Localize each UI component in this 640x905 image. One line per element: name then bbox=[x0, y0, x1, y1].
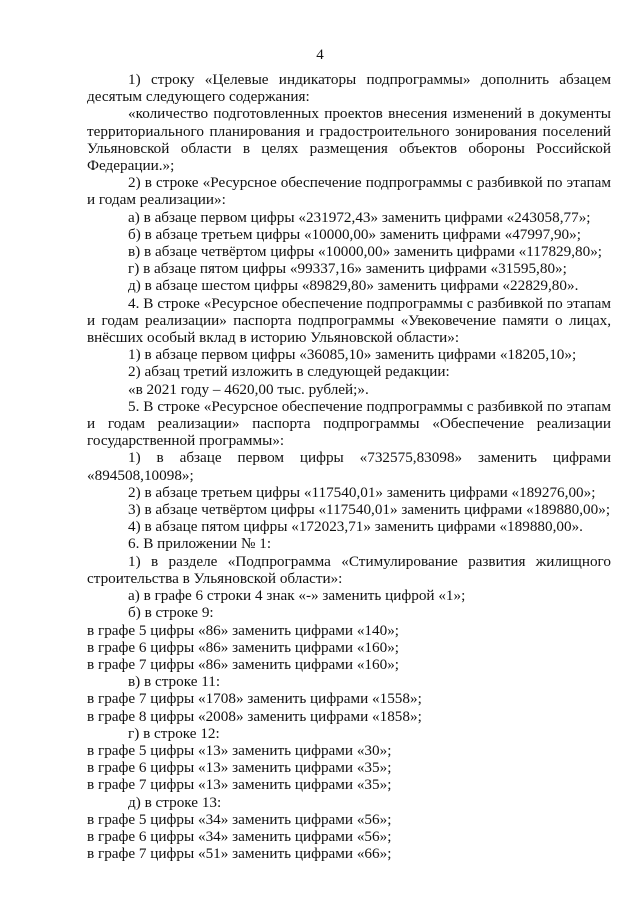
document-paragraph: в графе 8 цифры «2008» заменить цифрами «1858»; bbox=[87, 707, 422, 725]
document-paragraph: 1) строку «Целевые индикаторы подпрограммы» дополнить абзацем десятым следующего содержания: bbox=[87, 71, 611, 106]
document-paragraph: б) в абзаце третьем цифры «10000,00» заменить цифрами «47997,90»; bbox=[128, 225, 581, 243]
document-paragraph: а) в абзаце первом цифры «231972,43» заменить цифрами «243058,77»; bbox=[128, 208, 591, 226]
document-paragraph: в графе 6 цифры «13» заменить цифрами «35»; bbox=[87, 759, 392, 777]
document-paragraph: «количество подготовленных проектов внесения изменений в документы территориального планирования и градостроительного зонирования поселений Ульяновской области в целях размещения объектов обороны Российской Федерации.»; bbox=[87, 105, 611, 175]
document-paragraph: в) в строке 11: bbox=[128, 673, 221, 691]
document-paragraph: 2) в абзаце третьем цифры «117540,01» заменить цифрами «189276,00»; bbox=[128, 483, 596, 501]
document-paragraph: в графе 7 цифры «51» заменить цифрами «66»; bbox=[87, 845, 392, 863]
document-paragraph: 4. В строке «Ресурсное обеспечение подпрограммы с разбивкой по этапам и годам реализации» паспорта подпрограммы «Увековечение памяти о лицах, внёсших особый вклад в историю Ульяновской области»: bbox=[87, 294, 611, 347]
document-paragraph: в графе 7 цифры «13» заменить цифрами «35»; bbox=[87, 776, 392, 794]
document-paragraph: 1) в абзаце первом цифры «732575,83098» заменить цифрами «894508,10098»; bbox=[87, 449, 611, 484]
document-paragraph: в графе 6 цифры «34» заменить цифрами «56»; bbox=[87, 827, 392, 845]
document-paragraph: 2) абзац третий изложить в следующей редакции: bbox=[128, 363, 450, 381]
document-paragraph: 1) в разделе «Подпрограмма «Стимулирование развития жилищного строительства в Ульяновской области»: bbox=[87, 552, 611, 587]
document-paragraph: в) в абзаце четвёртом цифры «10000,00» заменить цифрами «117829,80»; bbox=[128, 243, 603, 261]
document-paragraph: в графе 5 цифры «86» заменить цифрами «140»; bbox=[87, 621, 400, 639]
document-paragraph: д) в строке 13: bbox=[128, 793, 222, 811]
document-paragraph: в графе 7 цифры «1708» заменить цифрами «1558»; bbox=[87, 690, 422, 708]
document-paragraph: б) в строке 9: bbox=[128, 604, 214, 622]
document-paragraph: «в 2021 году – 4620,00 тыс. рублей;». bbox=[128, 380, 369, 398]
document-paragraph: г) в абзаце пятом цифры «99337,16» заменить цифрами «31595,80»; bbox=[128, 260, 567, 278]
document-paragraph: в графе 5 цифры «13» заменить цифрами «30»; bbox=[87, 741, 392, 759]
document-body bbox=[87, 71, 611, 862]
document-paragraph: 2) в строке «Ресурсное обеспечение подпрограммы с разбивкой по этапам и годам реализации»: bbox=[87, 174, 611, 209]
document-paragraph: а) в графе 6 строки 4 знак «-» заменить цифрой «1»; bbox=[128, 587, 466, 605]
document-paragraph: в графе 7 цифры «86» заменить цифрами «160»; bbox=[87, 655, 400, 673]
document-paragraph: 5. В строке «Ресурсное обеспечение подпрограммы с разбивкой по этапам и годам реализации» паспорта подпрограммы «Обеспечение реализации государственной программы»: bbox=[87, 397, 611, 450]
page-number: 4 bbox=[316, 47, 324, 63]
document-paragraph: 6. В приложении № 1: bbox=[128, 535, 272, 553]
document-paragraph: д) в абзаце шестом цифры «89829,80» заменить цифрами «22829,80». bbox=[128, 277, 579, 295]
document-paragraph: 1) в абзаце первом цифры «36085,10» заменить цифрами «18205,10»; bbox=[128, 346, 577, 364]
document-paragraph: в графе 6 цифры «86» заменить цифрами «160»; bbox=[87, 638, 400, 656]
document-paragraph: 3) в абзаце четвёртом цифры «117540,01» заменить цифрами «189880,00»; bbox=[128, 501, 611, 519]
document-paragraph: 4) в абзаце пятом цифры «172023,71» заменить цифрами «189880,00». bbox=[128, 518, 583, 536]
document-paragraph: в графе 5 цифры «34» заменить цифрами «56»; bbox=[87, 810, 392, 828]
document-paragraph: г) в строке 12: bbox=[128, 724, 220, 742]
